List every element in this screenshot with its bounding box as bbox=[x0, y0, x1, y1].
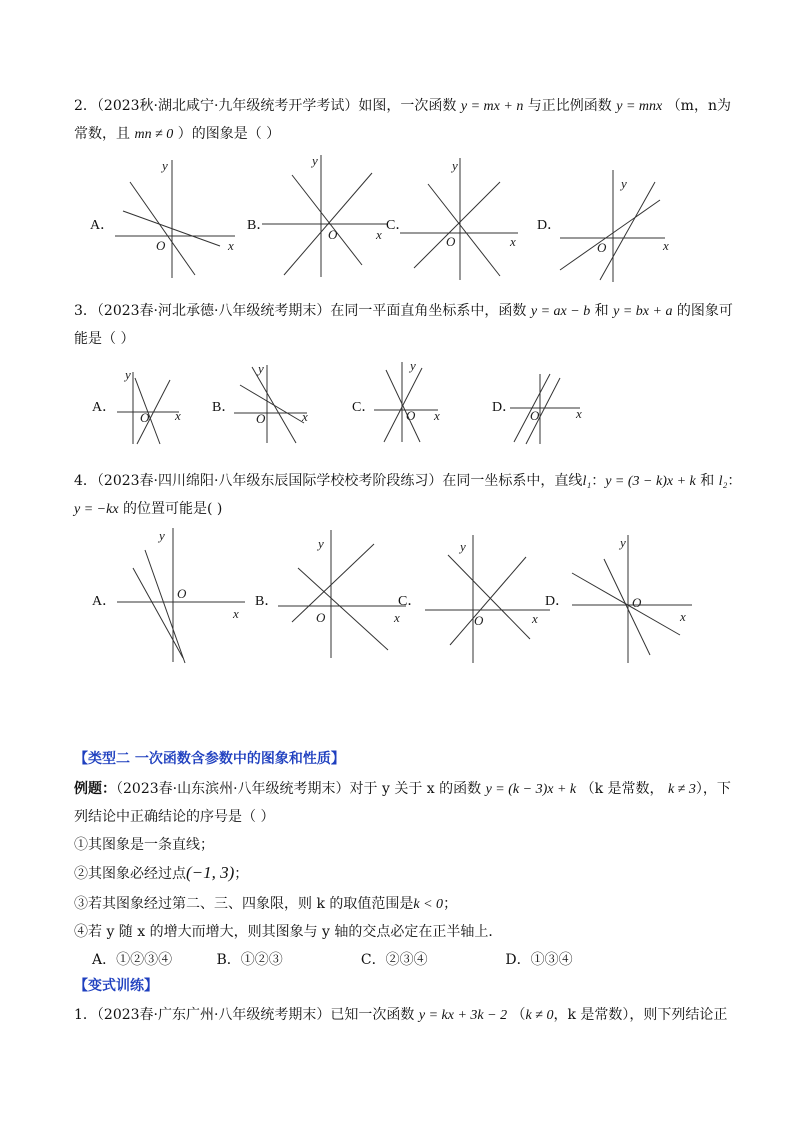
statement-2-text: ②其图象必经过点 bbox=[74, 866, 186, 882]
q2-option-d-label[interactable]: D． bbox=[537, 218, 562, 233]
q2-text-b: 与正比例函数 bbox=[527, 98, 612, 114]
example-text-a: （2023春·山东滨州·八年级统考期末）对于 y 关于 x 的函数 bbox=[116, 781, 482, 797]
example-text-b: （k 是常数， bbox=[580, 781, 664, 797]
graph-line bbox=[292, 175, 362, 265]
example-choices bbox=[92, 950, 573, 970]
q4-equation-1: y = (3 − k)x + k bbox=[605, 474, 696, 489]
q3-graph-a bbox=[115, 367, 185, 445]
q4-graph-a bbox=[115, 528, 250, 668]
graph-line bbox=[600, 182, 655, 280]
choice-c[interactable]: C．②③④ bbox=[360, 952, 428, 968]
statement-2-end: ； bbox=[234, 866, 249, 882]
variant-heading: 【变式训练】 bbox=[74, 978, 158, 994]
q4-option-a-label[interactable]: A． bbox=[92, 594, 117, 609]
q2-graph-c bbox=[400, 158, 520, 283]
x-label: x bbox=[510, 234, 516, 249]
variant-text-a: 1．（2023春·广东广州·八年级统考期末）已知一次函数 bbox=[74, 1007, 415, 1023]
q4-graph-d bbox=[570, 535, 700, 665]
q2-text-a: 2．（2023秋·湖北咸宁·九年级统考开学考试）如图，一次函数 bbox=[74, 98, 457, 114]
variant-equation: y = kx + 3k − 2 bbox=[418, 1008, 508, 1023]
q3-text-a: 3．（2023春·河北承德·八年级统考期末）在同一平面直角坐标系中，函数 bbox=[74, 303, 527, 319]
y-label: y bbox=[460, 539, 466, 554]
x-label: x bbox=[576, 406, 582, 421]
example-line-2: 列结论中正确结论的序号是（ ） bbox=[74, 809, 275, 825]
q4-option-d-label[interactable]: D． bbox=[545, 594, 570, 609]
x-label: x bbox=[233, 606, 239, 621]
q2-option-c-label[interactable]: C． bbox=[386, 218, 410, 233]
q2-line-1 bbox=[74, 96, 731, 117]
q4-option-b-label[interactable]: B． bbox=[255, 594, 279, 609]
q4-graph-b bbox=[276, 530, 411, 660]
q4-text-b: 的位置可能是( ) bbox=[123, 501, 223, 517]
q4-equation-2: y = −kx bbox=[74, 502, 119, 517]
origin-label: O bbox=[140, 410, 150, 425]
x-label: x bbox=[376, 227, 382, 242]
origin-label: O bbox=[446, 234, 456, 249]
origin-label: O bbox=[316, 610, 326, 625]
x-label: x bbox=[532, 611, 538, 626]
q3-text-d: 能是（ ） bbox=[74, 331, 135, 347]
q2-equation-1: y = mx + n bbox=[460, 99, 524, 114]
q3-option-c-label[interactable]: C． bbox=[352, 400, 376, 415]
q2-option-a-label[interactable]: A． bbox=[90, 218, 115, 233]
graph-line bbox=[560, 200, 660, 270]
q3-graph-c bbox=[372, 360, 442, 445]
variant-condition: k ≠ 0 bbox=[525, 1008, 554, 1023]
q2-line-2 bbox=[74, 124, 280, 145]
y-label: y bbox=[452, 158, 458, 173]
q3-line-2 bbox=[74, 329, 134, 349]
variant-line-1 bbox=[74, 1005, 727, 1026]
q3-text-c: 的图象可 bbox=[676, 303, 733, 319]
q2-text-c: （m，n为 bbox=[666, 98, 731, 114]
q3-equation-2: y = bx + a bbox=[613, 304, 673, 319]
origin-label: O bbox=[597, 240, 607, 255]
graph-line bbox=[130, 182, 195, 275]
statement-3 bbox=[74, 894, 457, 915]
q4-line-label-1: l₁ bbox=[582, 474, 592, 489]
y-label: y bbox=[410, 358, 416, 373]
graph-line bbox=[450, 557, 526, 645]
x-label: x bbox=[394, 610, 400, 625]
statement-1: ①其图象是一条直线； bbox=[74, 837, 214, 853]
q4-option-c-label[interactable]: C． bbox=[398, 594, 422, 609]
statement-4: ④若 y 随 x 的增大而增大，则其图象与 y 轴的交点必定在正半轴上． bbox=[74, 924, 503, 940]
q2-equation-2: y = mnx bbox=[616, 99, 663, 114]
y-label: y bbox=[159, 528, 165, 543]
example-label: 例题： bbox=[74, 781, 116, 797]
statement-3-text: ③若其图象经过第二、三、四象限，则 k 的取值范围是 bbox=[74, 896, 414, 912]
q3-option-a-label[interactable]: A． bbox=[92, 400, 117, 415]
example-text-c: ），下 bbox=[695, 781, 731, 797]
graph-line bbox=[292, 544, 374, 622]
x-label: x bbox=[680, 609, 686, 624]
example-line-1 bbox=[74, 779, 731, 800]
y-label: y bbox=[318, 536, 324, 551]
q2-graph-a bbox=[110, 160, 240, 280]
origin-label: O bbox=[530, 408, 540, 423]
q3-line-1 bbox=[74, 301, 733, 322]
section-heading: 【类型二 一次函数含参数中的图象和性质】 bbox=[74, 751, 345, 767]
graph-line bbox=[252, 367, 296, 443]
variant-text-c: ，k 是常数），则下列结论正 bbox=[553, 1007, 728, 1023]
graph-line bbox=[448, 555, 530, 639]
choice-b[interactable]: B．①②③ bbox=[216, 952, 283, 968]
q4-colon-1: ： bbox=[591, 473, 606, 489]
choice-d[interactable]: D．①③④ bbox=[505, 952, 573, 968]
example-condition: k ≠ 3 bbox=[667, 782, 696, 797]
example-equation: y = (k − 3)x + k bbox=[485, 782, 577, 797]
statement-3-condition: k < 0 bbox=[413, 897, 444, 912]
q4-line-1 bbox=[74, 471, 741, 492]
graph-line bbox=[414, 182, 500, 268]
q2-text-e: ）的图象是（ ） bbox=[177, 126, 281, 142]
q3-graph-d bbox=[508, 372, 583, 447]
q3-equation-1: y = ax − b bbox=[530, 304, 591, 319]
graph-line bbox=[384, 368, 422, 442]
statement-2 bbox=[74, 863, 248, 884]
graph-line bbox=[428, 184, 500, 276]
y-label: y bbox=[162, 158, 168, 173]
q2-graph-b bbox=[262, 155, 392, 280]
y-label: y bbox=[125, 367, 131, 382]
origin-label: O bbox=[256, 411, 266, 426]
y-label: y bbox=[312, 153, 318, 168]
x-label: x bbox=[302, 409, 308, 424]
y-label: y bbox=[620, 535, 626, 550]
q2-option-b-label[interactable]: B． bbox=[247, 218, 271, 233]
choice-a[interactable]: A．①②③④ bbox=[92, 952, 173, 968]
x-label: x bbox=[663, 238, 669, 253]
graph-line bbox=[240, 385, 304, 423]
q4-text-and: 和 bbox=[700, 473, 715, 489]
x-label: x bbox=[228, 238, 234, 253]
origin-label: O bbox=[156, 238, 166, 253]
origin-label: O bbox=[328, 227, 338, 242]
q4-line-label-2: l₂ bbox=[718, 474, 728, 489]
q4-line-2 bbox=[74, 499, 222, 520]
origin-label: O bbox=[632, 595, 642, 610]
y-label: y bbox=[258, 361, 264, 376]
x-label: x bbox=[434, 408, 440, 423]
origin-label: O bbox=[177, 586, 187, 601]
graph-line bbox=[133, 568, 183, 658]
graph-line bbox=[145, 550, 185, 663]
q3-graph-b bbox=[232, 363, 312, 445]
graph-line bbox=[604, 559, 650, 655]
y-label: y bbox=[621, 176, 627, 191]
q3-text-b: 和 bbox=[594, 303, 609, 319]
q2-text-d: 常数，且 bbox=[74, 126, 130, 142]
q3-option-d-label[interactable]: D． bbox=[492, 400, 517, 415]
q4-colon-2: ： bbox=[727, 473, 742, 489]
x-label: x bbox=[175, 408, 181, 423]
q3-option-b-label[interactable]: B． bbox=[212, 400, 236, 415]
statement-3-end: ； bbox=[443, 896, 458, 912]
origin-label: O bbox=[474, 613, 484, 628]
q4-graph-c bbox=[420, 535, 555, 665]
variant-text-b: （ bbox=[511, 1007, 526, 1023]
q2-graph-d bbox=[555, 170, 680, 285]
origin-label: O bbox=[406, 408, 416, 423]
statement-2-point: (−1, 3) bbox=[186, 863, 235, 882]
q2-condition: mn ≠ 0 bbox=[134, 127, 174, 142]
graph-line bbox=[298, 568, 388, 650]
q4-text-a: 4．（2023春·四川绵阳·八年级东辰国际学校校考阶段练习）在同一坐标系中，直线 bbox=[74, 473, 583, 489]
